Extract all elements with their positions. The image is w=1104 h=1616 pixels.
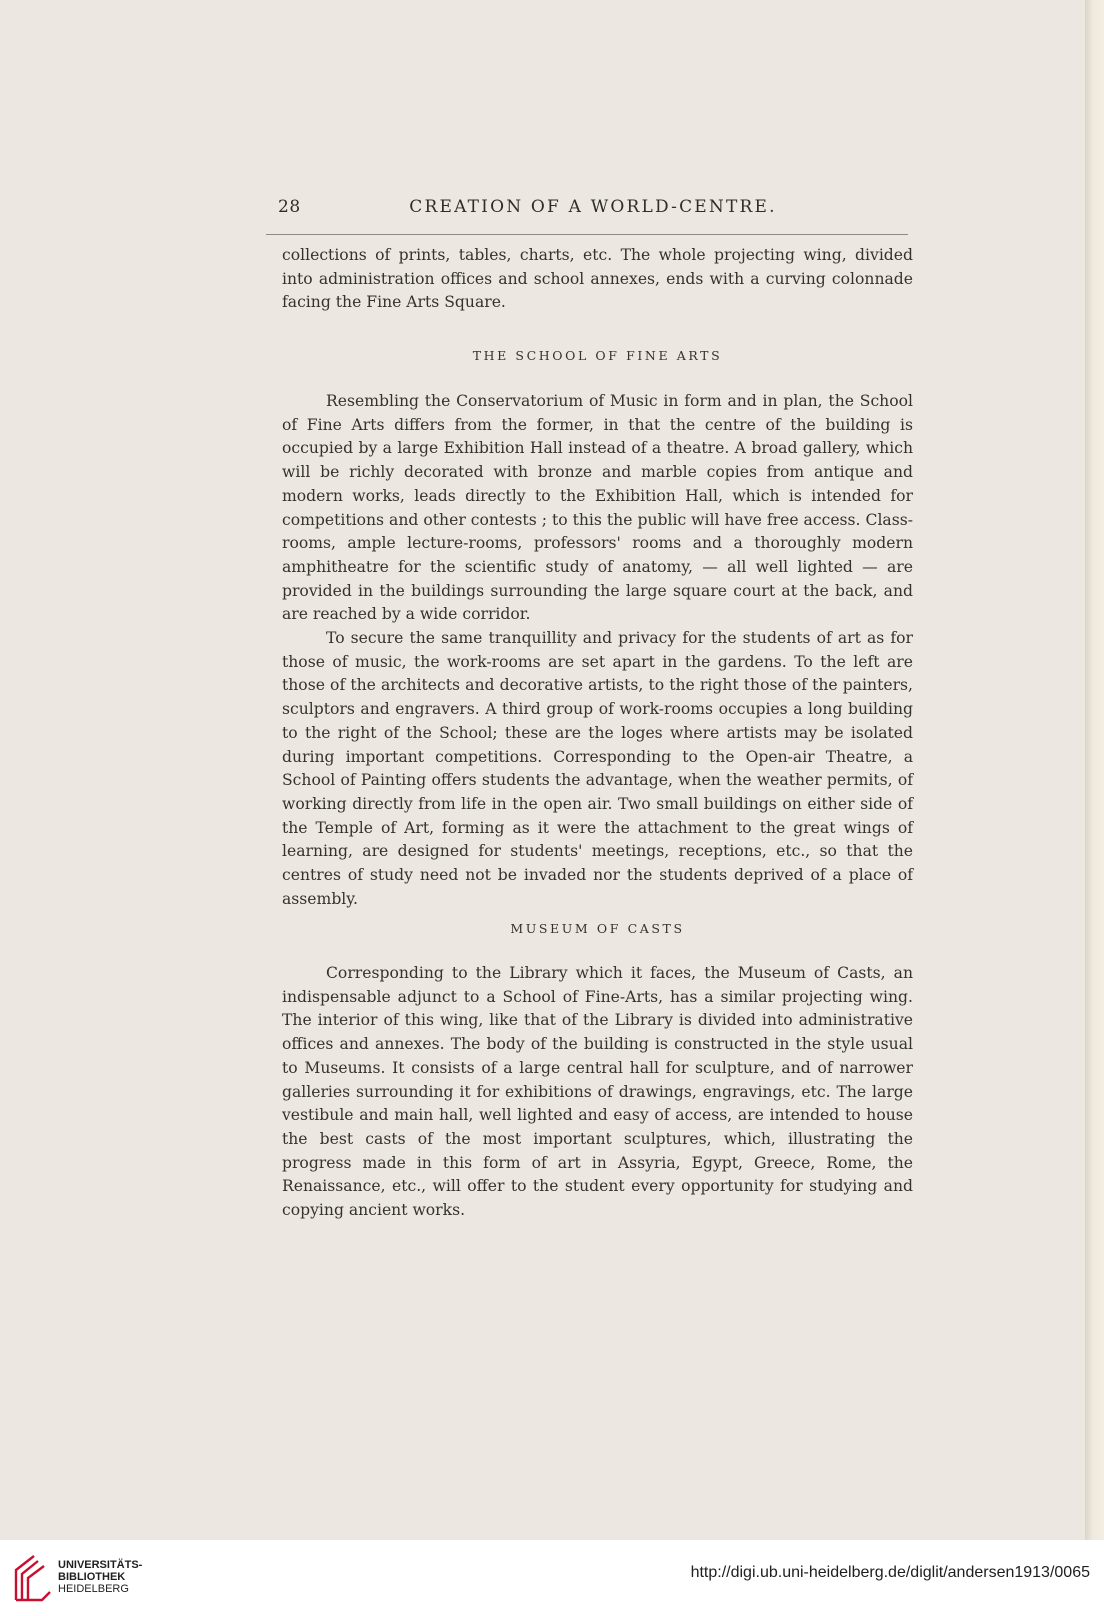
library-name-line: UNIVERSITÄTS- xyxy=(58,1559,143,1571)
casts-text xyxy=(282,962,913,1223)
section-heading-casts: MUSEUM OF CASTS xyxy=(510,921,685,936)
casts-paragraph-1: Corresponding to the Library which it faces, the Museum of Casts, an indispensable adjunct to a School of Fine-Arts, has a similar projecting wing. The interior of this wing, like that of the Library is divided into administrative offices and annexes. The body of the building is constructed in the style usual to Museums. It consists of a large central hall for sculpture, and of narrower galleries surrounding it for exhibitions of drawings, engravings, etc. The large vestibule and main hall, well lighted and easy of access, are intended to house the best casts of the most important sculptures, which, illustrating the progress made in this form of art in Assyria, Egypt, Greece, Rome, the Renaissance, etc., will offer to the student every opportunity for studying and copying ancient works. xyxy=(282,964,913,1220)
page-number: 28 xyxy=(278,197,301,217)
library-logo-icon xyxy=(12,1552,52,1604)
header-rule xyxy=(266,234,908,235)
intro-paragraph: collections of prints, tables, charts, etc. The whole projecting wing, divided into administration offices and school annexes, ends with a curving colonnade facing the Fine Arts Square. xyxy=(282,246,913,312)
permalink-url[interactable]: http://digi.ub.uni-heidelberg.de/diglit/andersen1913/0065 xyxy=(690,1564,1090,1581)
fine-arts-text xyxy=(282,390,913,911)
scan-edge xyxy=(1085,0,1104,1540)
viewer-footer xyxy=(0,1540,1104,1616)
fine-arts-paragraph-2: To secure the same tranquillity and privacy for the students of art as for those of music, the work-rooms are set apart in the gardens. To the left are those of the architects and decorative artists, to the right those of the painters, sculptors and engravers. A third group of work-rooms occupies a long building to the right of the School; these are the loges where artists may be isolated during important competitions. Corresponding to the Open-air Theatre, a School of Painting offers students the advantage, when the weather permits, of working directly from life in the open air. Two small buildings on either side of the Temple of Art, forming as it were the attachment to the great wings of learning, are designed for students' meetings, receptions, etc., so that the centres of study need not be invaded nor the students deprived of a place of assembly. xyxy=(282,629,913,908)
library-name xyxy=(58,1559,142,1595)
intro-block xyxy=(282,244,913,315)
running-title: CREATION OF A WORLD-CENTRE. xyxy=(409,197,777,217)
section-heading-fine-arts: THE SCHOOL OF FINE ARTS xyxy=(472,348,723,363)
library-name-line: BIBLIOTHEK xyxy=(58,1571,126,1583)
page-header xyxy=(278,197,908,225)
fine-arts-paragraph-1: Resembling the Conservatorium of Music in form and in plan, the School of Fine Arts differs from the former, in that the centre of the building is occupied by a large Exhibition Hall instead of a theatre. A broad gallery, which will be richly decorated with bronze and marble copies from antique and modern works, leads directly to the Exhibition Hall, which is intended for competitions and other contests ; to this the public will have free access. Class-rooms, ample lecture-rooms, professors' rooms and a thoroughly modern amphitheatre for the scientific study of anatomy, — all well lighted — are provided in the buildings surrounding the large square court at the back, and are reached by a wide corridor. xyxy=(282,392,913,624)
library-name-line: HEIDELBERG xyxy=(58,1583,129,1595)
